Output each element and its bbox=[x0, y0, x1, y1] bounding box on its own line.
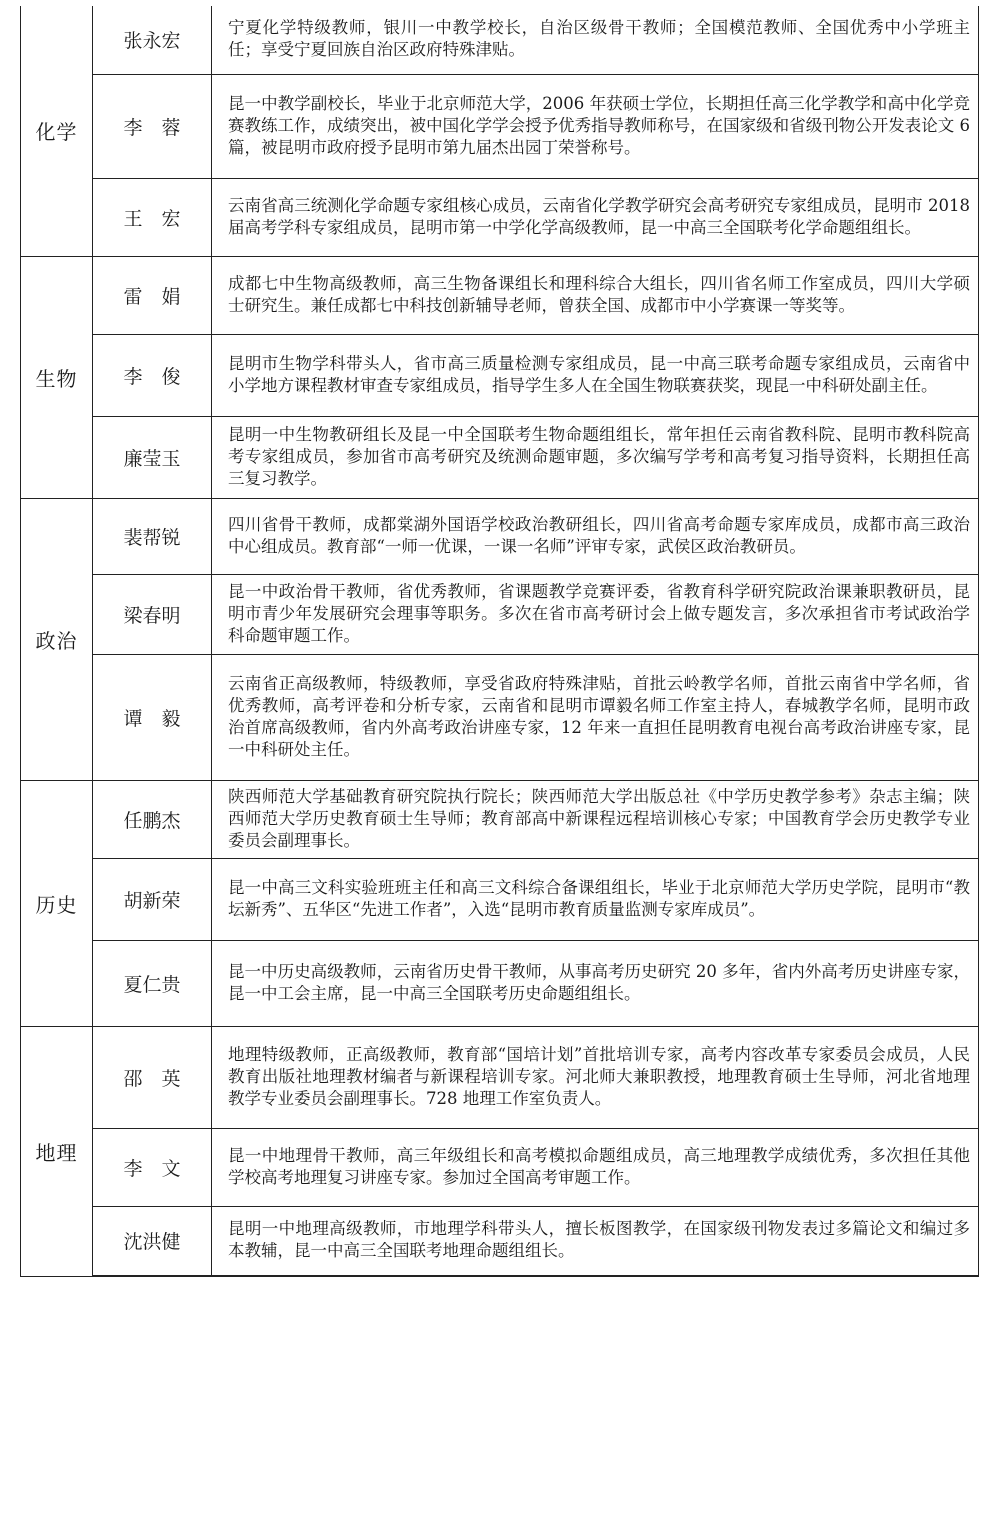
teacher-name: 李 蓉 bbox=[93, 74, 212, 178]
teacher-bio: 昆一中教学副校长，毕业于北京师范大学，2006 年获硕士学位，长期担任高三化学教学和高中化学竞赛教练工作，成绩突出，被中国化学学会授予优秀指导教师称号，在国家级和省级刊物公开发表论文 6 篇，被昆明市政府授予昆明市第九届杰出园丁荣誉称号。 bbox=[212, 74, 979, 178]
teacher-bio: 四川省骨干教师，成都棠湖外国语学校政治教研组长，四川省高考命题专家库成员，成都市高三政治中心组成员。教育部“一师一优课，一课一名师”评审专家，武侯区政治教研员。 bbox=[212, 498, 979, 574]
teacher-name: 任鹏杰 bbox=[93, 780, 212, 858]
subject-cell: 地理 bbox=[21, 1026, 93, 1276]
teacher-bio: 地理特级教师，正高级教师，教育部“国培计划”首批培训专家，高考内容改革专家委员会成员，人民教育出版社地理教材编者与新课程培训专家。河北师大兼职教授，地理教育硕士生导师，河北省地理教学专业委员会副理事长。728 地理工作室负责人。 bbox=[212, 1026, 979, 1128]
subject-cell: 生物 bbox=[21, 256, 93, 498]
teacher-bio: 昆一中历史高级教师，云南省历史骨干教师，从事高考历史研究 20 多年，省内外高考历史讲座专家，昆一中工会主席，昆一中高三全国联考历史命题组组长。 bbox=[212, 940, 979, 1026]
teacher-row bbox=[21, 940, 979, 1026]
teacher-row bbox=[21, 256, 979, 334]
roster-body bbox=[21, 6, 979, 1276]
teacher-row bbox=[21, 416, 979, 498]
teacher-row bbox=[21, 858, 979, 940]
teacher-name: 李 文 bbox=[93, 1128, 212, 1206]
teacher-bio: 宁夏化学特级教师，银川一中教学校长，自治区级骨干教师；全国模范教师、全国优秀中小学班主任；享受宁夏回族自治区政府特殊津贴。 bbox=[212, 6, 979, 74]
teacher-name: 梁春明 bbox=[93, 574, 212, 654]
teacher-name: 邵 英 bbox=[93, 1026, 212, 1128]
teacher-row bbox=[21, 780, 979, 858]
teacher-bio: 昆明一中生物教研组长及昆一中全国联考生物命题组组长，常年担任云南省教科院、昆明市教科院高考专家组成员，参加省市高考研究及统测命题审题，多次编写学考和高考复习指导资料，长期担任高三复习教学。 bbox=[212, 416, 979, 498]
teacher-row bbox=[21, 6, 979, 74]
teacher-bio: 云南省正高级教师，特级教师，享受省政府特殊津贴，首批云岭教学名师，首批云南省中学名师，省优秀教师，高考评卷和分析专家，云南省和昆明市谭毅名师工作室主持人，春城教学名师，昆明市政治首席高级教师，省内外高考政治讲座专家，12 年来一直担任昆明教育电视台高考政治讲座专家，昆一中科研处主任。 bbox=[212, 654, 979, 780]
teacher-name: 张永宏 bbox=[93, 6, 212, 74]
teacher-name: 沈洪健 bbox=[93, 1206, 212, 1276]
subject-cell: 历史 bbox=[21, 780, 93, 1026]
teacher-bio: 昆一中地理骨干教师，高三年级组长和高考模拟命题组成员，高三地理教学成绩优秀，多次担任其他学校高考地理复习讲座专家。参加过全国高考审题工作。 bbox=[212, 1128, 979, 1206]
teacher-bio: 昆一中政治骨干教师，省优秀教师，省课题教学竞赛评委，省教育科学研究院政治课兼职教研员，昆明市青少年发展研究会理事等职务。多次在省市高考研讨会上做专题发言，多次承担省市考试政治学科命题审题工作。 bbox=[212, 574, 979, 654]
teacher-row bbox=[21, 1206, 979, 1276]
teacher-name: 廉莹玉 bbox=[93, 416, 212, 498]
teacher-name: 谭 毅 bbox=[93, 654, 212, 780]
teacher-bio: 云南省高三统测化学命题专家组核心成员，云南省化学教学研究会高考研究专家组成员，昆明市 2018 届高考学科专家组成员，昆明市第一中学化学高级教师，昆一中高三全国联考化学命题组组长。 bbox=[212, 178, 979, 256]
teacher-name: 裴帮锐 bbox=[93, 498, 212, 574]
teacher-bio: 成都七中生物高级教师，高三生物备课组长和理科综合大组长，四川省名师工作室成员，四川大学硕士研究生。兼任成都七中科技创新辅导老师，曾获全国、成都市中小学赛课一等奖等。 bbox=[212, 256, 979, 334]
teacher-row bbox=[21, 574, 979, 654]
teacher-row bbox=[21, 1128, 979, 1206]
teacher-row bbox=[21, 654, 979, 780]
teacher-bio: 陕西师范大学基础教育研究院执行院长；陕西师范大学出版总社《中学历史教学参考》杂志主编；陕西师范大学历史教育硕士生导师；教育部高中新课程远程培训核心专家；中国教育学会历史教学专业委员会副理事长。 bbox=[212, 780, 979, 858]
teacher-bio: 昆明市生物学科带头人，省市高三质量检测专家组成员，昆一中高三联考命题专家组成员，云南省中小学地方课程教材审查专家组成员，指导学生多人在全国生物联赛获奖，现昆一中科研处副主任。 bbox=[212, 334, 979, 416]
teacher-roster-table bbox=[20, 6, 979, 1277]
teacher-row bbox=[21, 74, 979, 178]
teacher-row bbox=[21, 334, 979, 416]
teacher-row bbox=[21, 178, 979, 256]
teacher-name: 夏仁贵 bbox=[93, 940, 212, 1026]
subject-cell: 化学 bbox=[21, 6, 93, 256]
teacher-row bbox=[21, 1026, 979, 1128]
teacher-name: 李 俊 bbox=[93, 334, 212, 416]
teacher-name: 雷 娟 bbox=[93, 256, 212, 334]
teacher-name: 胡新荣 bbox=[93, 858, 212, 940]
teacher-bio: 昆一中高三文科实验班班主任和高三文科综合备课组组长，毕业于北京师范大学历史学院，昆明市“教坛新秀”、五华区“先进工作者”，入选“昆明市教育质量监测专家库成员”。 bbox=[212, 858, 979, 940]
teacher-name: 王 宏 bbox=[93, 178, 212, 256]
teacher-bio: 昆明一中地理高级教师，市地理学科带头人，擅长板图教学，在国家级刊物发表过多篇论文和编过多本教辅，昆一中高三全国联考地理命题组组长。 bbox=[212, 1206, 979, 1276]
teacher-row bbox=[21, 498, 979, 574]
subject-cell: 政治 bbox=[21, 498, 93, 780]
